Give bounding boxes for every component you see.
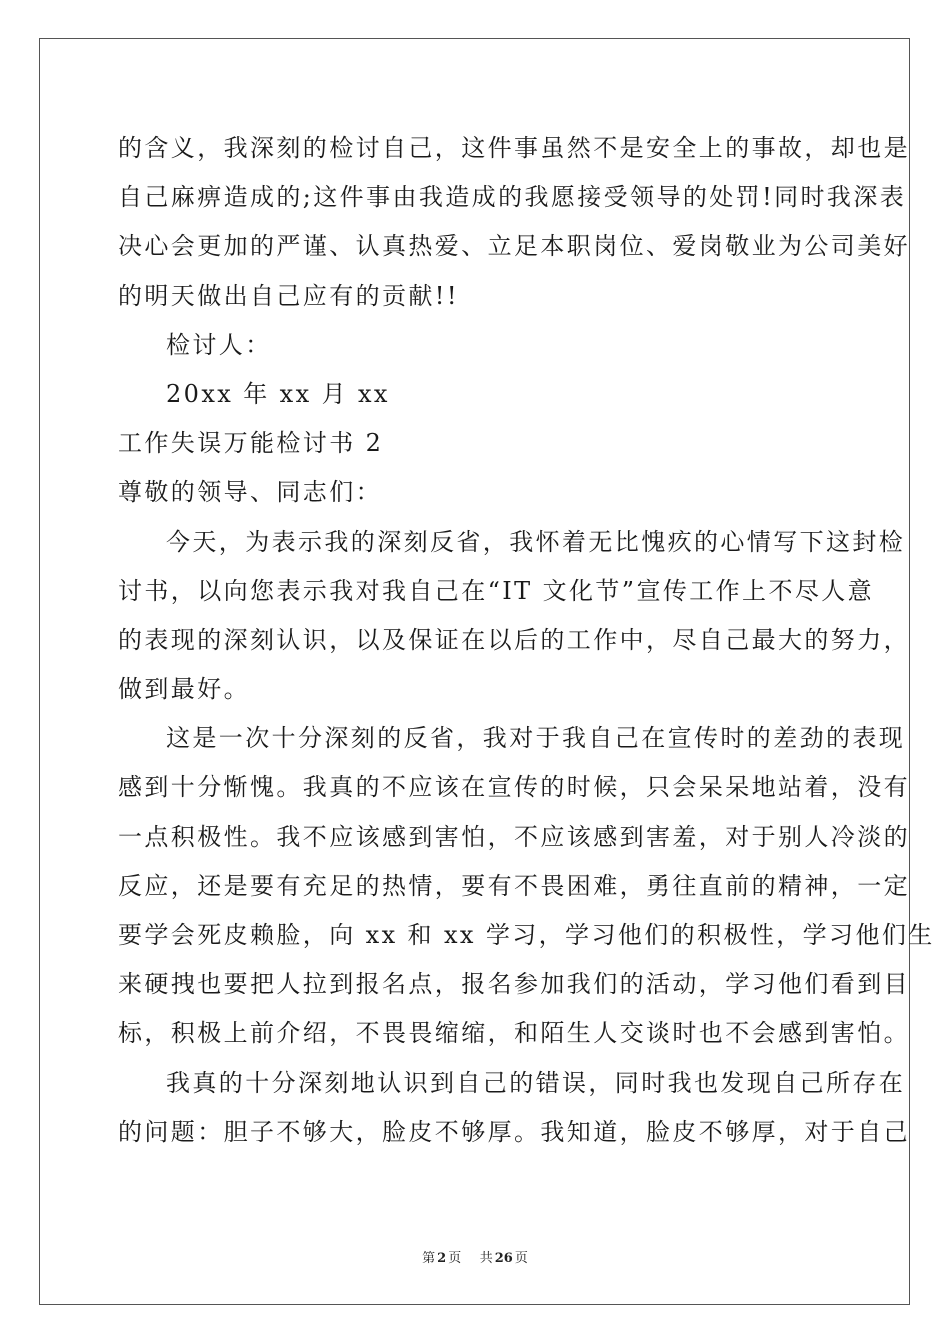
document-body <box>118 124 935 1157</box>
text-line: 这是一次十分深刻的反省，我对于我自己在宣传时的差劲的表现 <box>166 724 906 753</box>
footer-prefix: 第 <box>422 1251 436 1266</box>
footer-total-suffix: 页 <box>514 1251 528 1266</box>
date-line: 20xx 年 xx 月 xx <box>166 379 390 408</box>
footer-total-prefix: 共 <box>479 1251 493 1266</box>
footer-page-suffix: 页 <box>448 1251 462 1266</box>
page-footer <box>0 1247 950 1266</box>
salutation: 尊敬的领导、同志们： <box>118 478 382 507</box>
text-line: 一点积极性。我不应该感到害怕，不应该感到害羞，对于别人冷淡的 <box>118 822 910 851</box>
text-line: 讨书，以向您表示我对我自己在“IT 文化节”宣传工作上不尽人意 <box>118 576 875 605</box>
text-line: 决心会更加的严谨、认真热爱、立足本职岗位、爱岗敬业为公司美好 <box>118 232 910 261</box>
signature-label: 检讨人： <box>166 330 272 359</box>
text-line: 自己麻痹造成的;这件事由我造成的我愿接受领导的处罚!同时我深表 <box>118 183 907 212</box>
text-line: 的含义，我深刻的检讨自己，这件事虽然不是安全上的事故，却也是 <box>118 134 910 162</box>
text-line: 做到最好。 <box>118 675 250 704</box>
text-line: 今天，为表示我的深刻反省，我怀着无比愧疚的心情写下这封检 <box>166 527 906 556</box>
current-page-number: 2 <box>437 1251 447 1266</box>
text-line: 的问题：胆子不够大，脸皮不够厚。我知道，脸皮不够厚，对于自己 <box>118 1117 910 1146</box>
text-line: 标，积极上前介绍，不畏畏缩缩，和陌生人交谈时也不会感到害怕。 <box>118 1019 910 1048</box>
text-line: 要学会死皮赖脸，向 xx 和 xx 学习，学习他们的积极性，学习他们生 <box>118 921 935 949</box>
text-line: 来硬拽也要把人拉到报名点，报名参加我们的活动，学习他们看到目 <box>118 970 910 999</box>
text-line: 我真的十分深刻地认识到自己的错误，同时我也发现自己所存在 <box>166 1068 906 1097</box>
text-line: 的明天做出自己应有的贡献!! <box>118 281 459 310</box>
total-page-number: 26 <box>494 1251 513 1266</box>
section-title: 工作失误万能检讨书 2 <box>118 429 384 458</box>
text-line: 反应，还是要有充足的热情，要有不畏困难，勇往直前的精神，一定 <box>118 871 910 900</box>
text-line: 感到十分惭愧。我真的不应该在宣传的时候，只会呆呆地站着，没有 <box>118 773 910 802</box>
text-line: 的表现的深刻认识，以及保证在以后的工作中，尽自己最大的努力， <box>118 625 910 654</box>
